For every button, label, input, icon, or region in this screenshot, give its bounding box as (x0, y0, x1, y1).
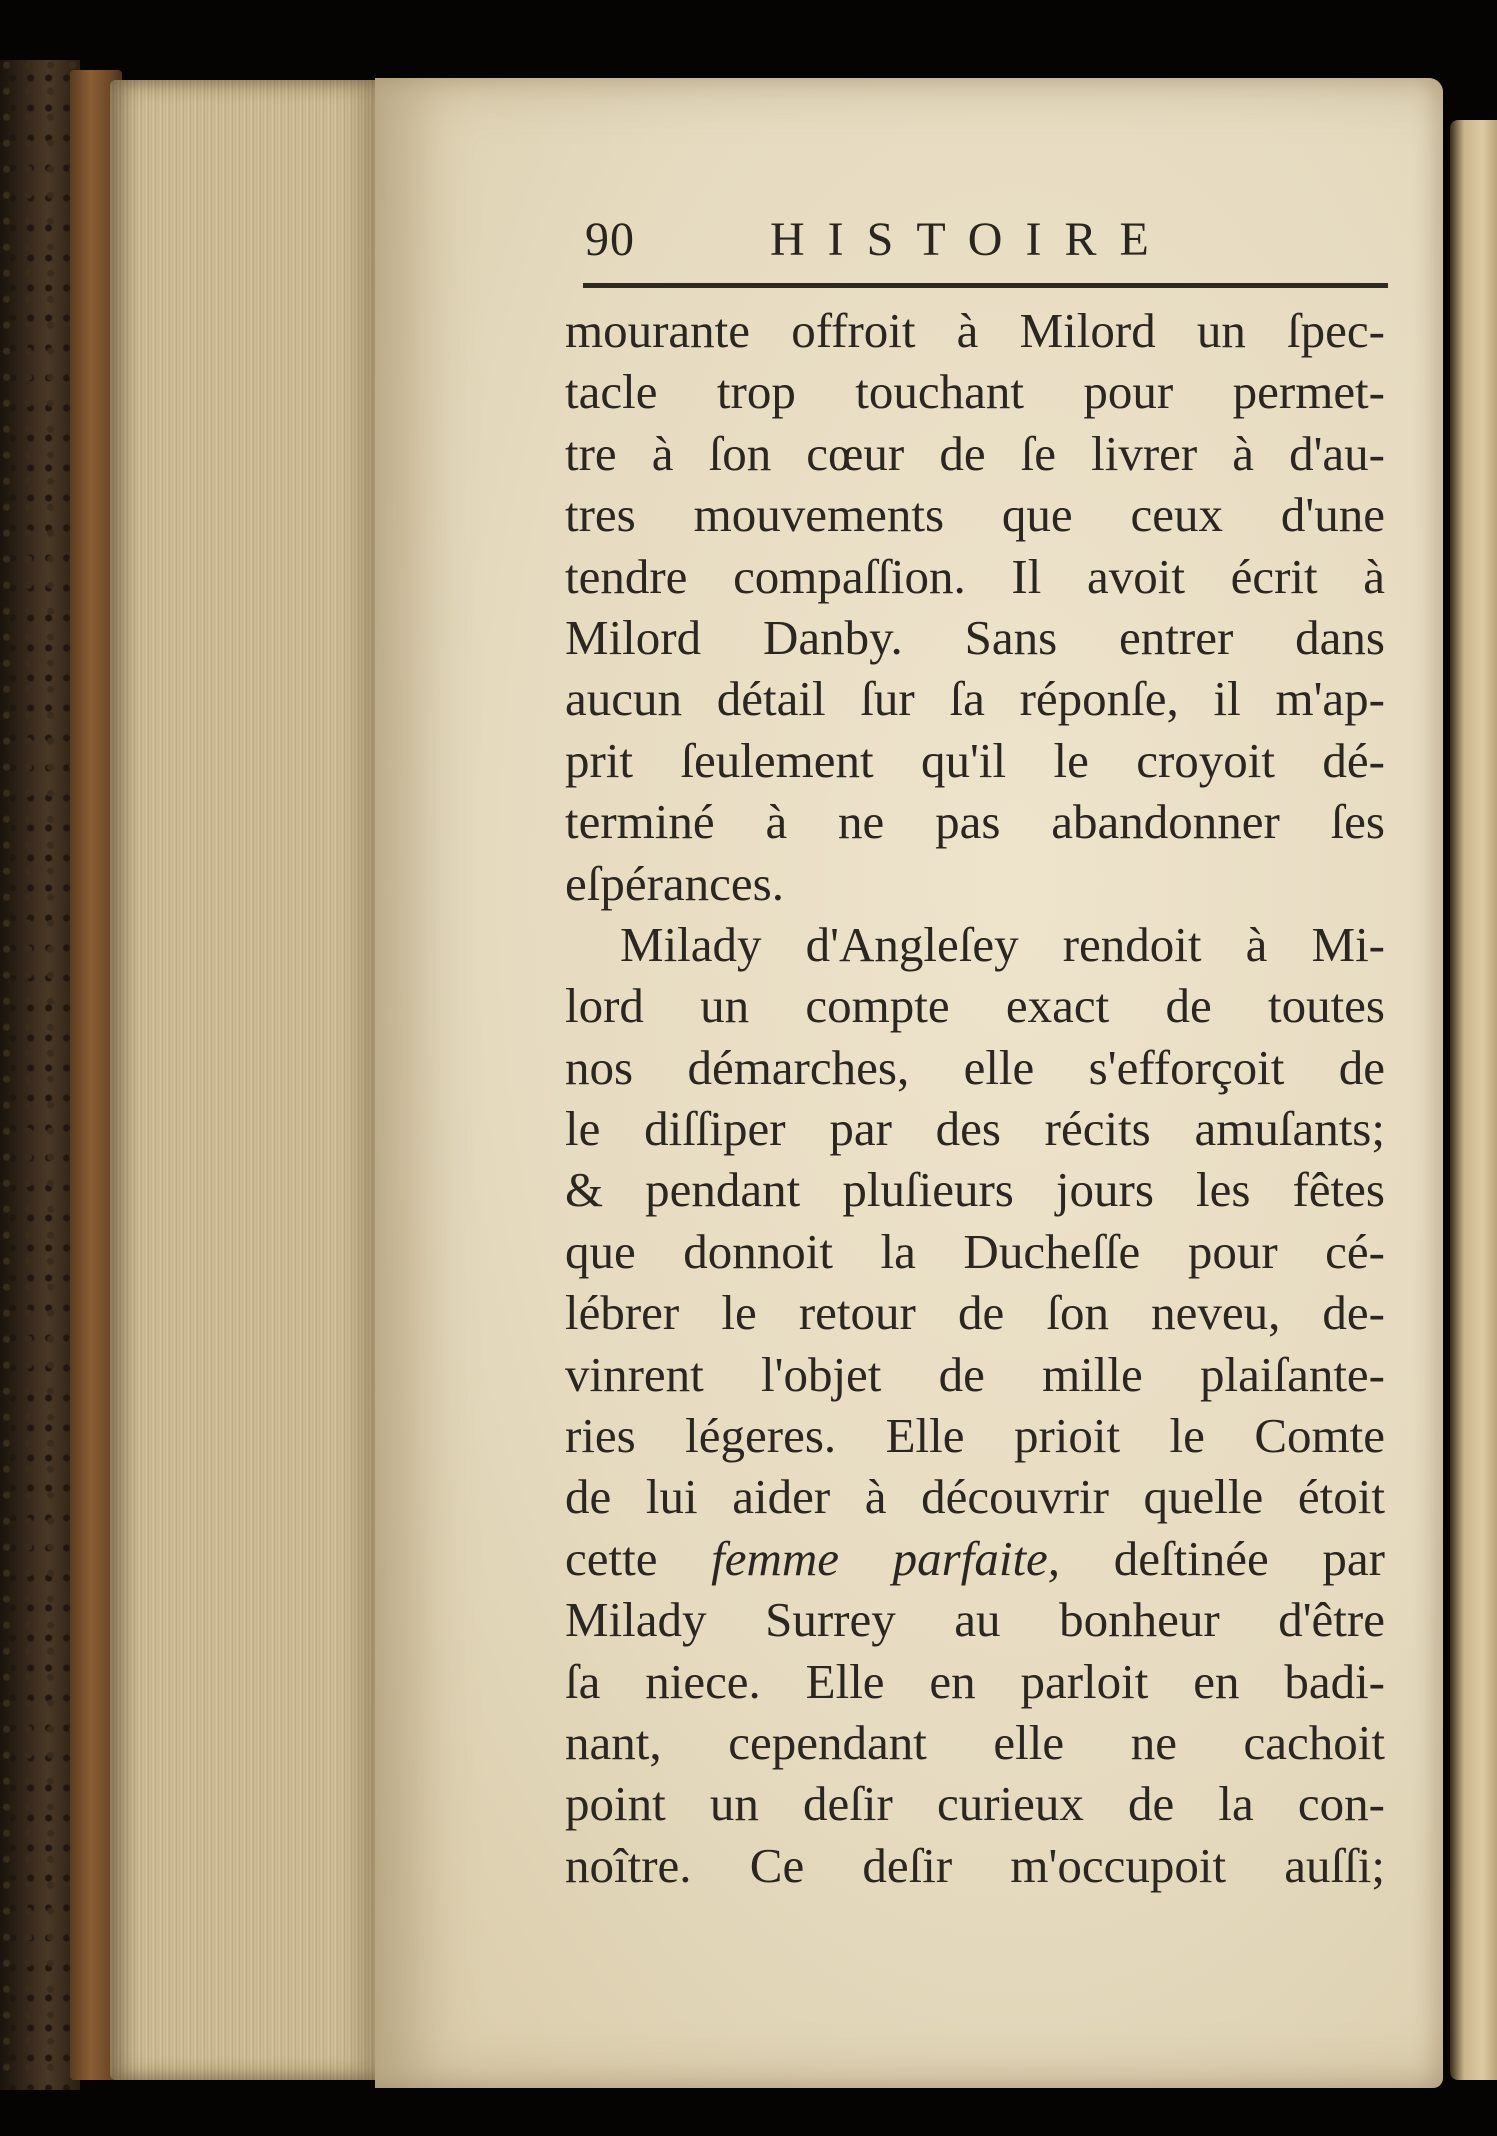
text-line: & pendant pluſieurs jours les fêtes (565, 1162, 1385, 1218)
text-line: tre à ſon cœur de ſe livrer à d'au- (565, 425, 1385, 481)
italic-phrase: femme parfaite, (711, 1530, 1061, 1586)
book-cover (0, 60, 80, 2090)
page-edges (110, 80, 380, 2080)
text-line: nant, cependant elle ne cachoit (565, 1714, 1385, 1770)
text-line: ries légeres. Elle prioit le Comte (565, 1408, 1385, 1464)
text-line: nos démarches, elle s'efforçoit de (565, 1039, 1385, 1095)
text-line: lébrer le retour de ſon neveu, de- (565, 1285, 1385, 1341)
text-line: prit ſeulement qu'il le croyoit dé- (565, 732, 1385, 788)
text-line: point un deſir curieux de la con- (565, 1776, 1385, 1832)
page-number: 90 (585, 213, 635, 266)
text-line: Milady Surrey au bonheur d'être (565, 1592, 1385, 1648)
header-rule (583, 283, 1388, 288)
text-line: aucun détail ſur ſa réponſe, il m'ap- (565, 671, 1385, 727)
text-line: que donnoit la Ducheſſe pour cé- (565, 1223, 1385, 1279)
text-line: de lui aider à découvrir quelle étoit (565, 1469, 1385, 1525)
text-line: mourante offroit à Milord un ſpec- (565, 303, 1385, 358)
running-title: HISTOIRE (770, 213, 1172, 266)
facing-page-edge (1450, 120, 1497, 2080)
text-line: noître. Ce deſir m'occupoit auſſi; (565, 1837, 1385, 1893)
text-line: Milord Danby. Sans entrer dans (565, 609, 1385, 665)
text-fragment: cette (565, 1530, 658, 1586)
text-line: tacle trop touchant pour permet- (565, 364, 1385, 420)
text-fragment: deſtinée par (1113, 1530, 1385, 1586)
text-line-with-italic (565, 1528, 1385, 1589)
text-line: lord un compte exact de toutes (565, 978, 1385, 1034)
text-line: ſa niece. Elle en parloit en badi- (565, 1653, 1385, 1709)
text-line: tres mouvements que ceux d'une (565, 487, 1385, 543)
text-line: terminé à ne pas abandonner ſes (565, 794, 1385, 850)
body-text (565, 300, 1385, 1896)
running-head (585, 212, 1385, 272)
text-line: le diſſiper par des récits amuſants; (565, 1101, 1385, 1157)
text-line: eſpérances. (565, 855, 784, 911)
text-line: vinrent l'objet de mille plaiſante- (565, 1346, 1385, 1402)
text-line: tendre compaſſion. Il avoit écrit à (565, 548, 1385, 604)
text-line: Milady d'Angleſey rendoit à Mi- (620, 916, 1385, 972)
